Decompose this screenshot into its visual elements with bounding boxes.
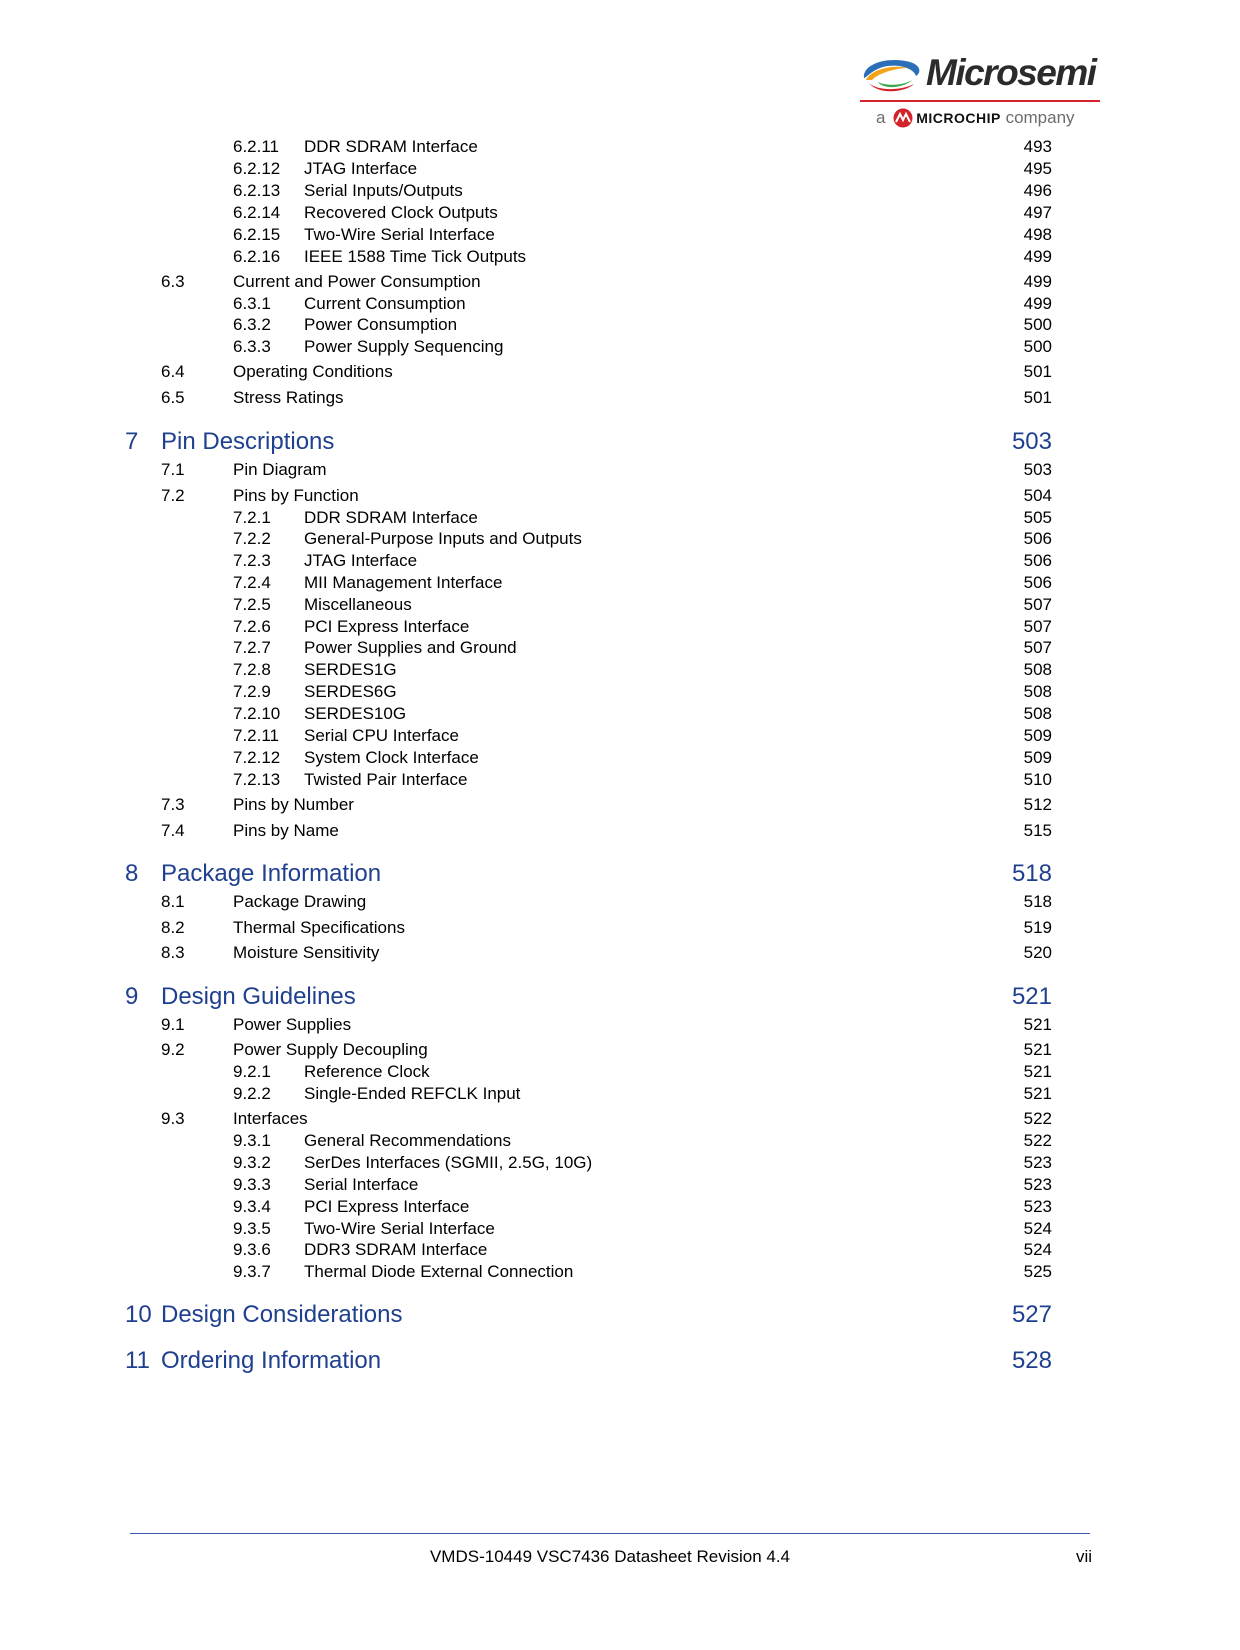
toc-entry[interactable] <box>233 595 1052 617</box>
footer-divider <box>130 1533 1090 1534</box>
toc-entry-number: 8.1 <box>161 892 185 911</box>
toc-entry-page[interactable]: 512 <box>1023 795 1052 814</box>
toc-entry-page[interactable]: 509 <box>1023 726 1052 745</box>
toc-entry-title[interactable]: JTAG Interface <box>304 551 418 570</box>
toc-entry-page[interactable]: 528 <box>1011 1347 1052 1374</box>
toc-entry-page[interactable]: 506 <box>1023 573 1052 592</box>
toc-entry[interactable] <box>233 748 1052 770</box>
toc-entry-number: 6.2.12 <box>233 159 281 178</box>
toc-entry-number: 9.3 <box>161 1109 185 1128</box>
toc-entry-number: 6.3 <box>161 272 185 291</box>
toc-entry-number: 8.3 <box>161 943 185 962</box>
toc-entry[interactable] <box>233 704 1052 726</box>
toc-entry[interactable] <box>161 892 1052 916</box>
toc-entry-title[interactable]: Design Guidelines <box>161 983 356 1010</box>
toc-entry[interactable] <box>233 682 1052 704</box>
toc-entry-page[interactable]: 519 <box>1023 918 1052 937</box>
toc-entry[interactable] <box>233 617 1052 639</box>
toc-entry-title[interactable]: PCI Express Interface <box>304 617 470 636</box>
toc-entry-page[interactable]: 508 <box>1023 704 1052 723</box>
toc-entry-title[interactable]: SerDes Interfaces (SGMII, 2.5G, 10G) <box>304 1153 593 1172</box>
toc-entry-title[interactable]: Two-Wire Serial Interface <box>304 1219 495 1238</box>
toc-entry[interactable] <box>233 529 1052 551</box>
toc-entry-title[interactable]: Stress Ratings <box>233 388 344 407</box>
toc-entry-title[interactable]: Ordering Information <box>161 1347 382 1374</box>
parent-company: MICROCHIP <box>916 110 1001 126</box>
toc-entry-page[interactable]: 499 <box>1023 272 1052 291</box>
toc-entry[interactable] <box>233 1062 1052 1084</box>
toc-entry[interactable] <box>233 1219 1052 1241</box>
toc-entry[interactable] <box>161 1015 1052 1039</box>
toc-entry-title[interactable]: Two-Wire Serial Interface <box>304 225 495 244</box>
toc-entry-page[interactable]: 507 <box>1023 638 1052 657</box>
microsemi-swirl-icon <box>858 52 924 96</box>
toc-entry[interactable] <box>233 1175 1052 1197</box>
toc-entry[interactable] <box>161 821 1052 845</box>
tagline-prefix: a <box>876 108 886 127</box>
toc-entry-title[interactable]: Pin Diagram <box>233 460 327 479</box>
toc-entry-title[interactable]: Package Information <box>161 860 382 887</box>
toc-entry-title[interactable]: Package Drawing <box>233 892 367 911</box>
toc-entry-number: 7.1 <box>161 460 185 479</box>
toc-chapter[interactable] <box>125 428 1052 460</box>
toc-entry-number: 6.2.13 <box>233 181 281 200</box>
footer-page-number: vii <box>1075 1547 1092 1566</box>
microchip-icon <box>893 108 913 128</box>
toc-entry-page[interactable]: 493 <box>1023 137 1052 156</box>
toc-entry-title[interactable]: SERDES10G <box>304 704 407 723</box>
toc-entry-number: 6.3.3 <box>233 337 271 356</box>
toc-entry-number: 8 <box>125 860 139 887</box>
toc-entry-number: 7.4 <box>161 821 185 840</box>
toc-entry-page[interactable]: 521 <box>1023 1084 1052 1103</box>
toc-entry-title[interactable]: Pins by Name <box>233 821 339 840</box>
toc-entry-page[interactable]: 518 <box>1011 860 1052 887</box>
toc-entry-title[interactable]: MII Management Interface <box>304 573 503 592</box>
toc-entry[interactable] <box>161 918 1052 942</box>
toc-entry-page[interactable]: 518 <box>1023 892 1052 911</box>
toc-entry-number: 7.2.7 <box>233 638 271 657</box>
toc-entry-number: 7.2.13 <box>233 770 281 789</box>
toc-entry-number: 9.3.6 <box>233 1240 271 1259</box>
toc-entry-page[interactable]: 521 <box>1023 1062 1052 1081</box>
toc-entry-page[interactable]: 507 <box>1023 595 1052 614</box>
toc-entry-page[interactable]: 521 <box>1011 983 1052 1010</box>
toc-entry-title[interactable]: Serial Inputs/Outputs <box>304 181 463 200</box>
toc-entry-number: 7.2.11 <box>233 726 280 745</box>
toc-chapter[interactable] <box>125 860 1052 892</box>
toc-entry-title[interactable]: Serial Interface <box>304 1175 419 1194</box>
toc-entry-title[interactable]: Power Supply Sequencing <box>304 337 504 356</box>
toc-entry-number: 9.3.7 <box>233 1262 271 1281</box>
toc-entry-page[interactable]: 501 <box>1023 362 1052 381</box>
toc-entry-title[interactable]: Power Consumption <box>304 315 458 334</box>
toc-entry-number: 6.3.2 <box>233 315 271 334</box>
toc-entry-page[interactable]: 497 <box>1023 203 1052 222</box>
toc-entry-title[interactable]: Interfaces <box>233 1109 308 1128</box>
toc-entry-page[interactable]: 521 <box>1023 1015 1052 1034</box>
toc-entry[interactable] <box>161 388 1052 412</box>
toc-entry[interactable] <box>161 1109 1052 1133</box>
toc-entry-number: 9.3.4 <box>233 1197 271 1216</box>
toc-entry-number: 9.2.1 <box>233 1062 271 1081</box>
toc-entry-page[interactable]: 522 <box>1023 1109 1052 1128</box>
toc-entry-page[interactable]: 527 <box>1011 1301 1052 1328</box>
toc-entry-page[interactable]: 507 <box>1023 617 1052 636</box>
toc-entry[interactable] <box>233 551 1052 573</box>
toc-entry[interactable] <box>233 726 1052 748</box>
toc-entry-title[interactable]: General Recommendations <box>304 1131 511 1150</box>
toc-entry-title[interactable]: Power Supply Decoupling <box>233 1040 428 1059</box>
toc-entry-page[interactable]: 524 <box>1023 1240 1052 1259</box>
toc-entry-title[interactable]: Pins by Function <box>233 486 359 505</box>
toc-entry-page[interactable]: 500 <box>1023 337 1052 356</box>
toc-entry-page[interactable]: 524 <box>1023 1219 1052 1238</box>
toc-entry-page[interactable]: 510 <box>1023 770 1052 789</box>
toc-entry-number: 8.2 <box>161 918 185 937</box>
toc-entry[interactable] <box>233 770 1052 792</box>
toc-entry-number: 9.3.5 <box>233 1219 271 1238</box>
toc-entry[interactable] <box>233 1197 1052 1219</box>
toc-entry-title[interactable]: DDR3 SDRAM Interface <box>304 1240 488 1259</box>
toc-entry[interactable] <box>233 638 1052 660</box>
toc-entry-title[interactable]: Design Considerations <box>161 1301 403 1328</box>
toc-entry-page[interactable]: 504 <box>1023 486 1052 505</box>
toc-entry-number: 6.3.1 <box>233 294 271 313</box>
toc-entry-title[interactable]: General-Purpose Inputs and Outputs <box>304 529 582 548</box>
toc-entry-number: 7.2.5 <box>233 595 271 614</box>
toc-entry[interactable] <box>233 203 1052 225</box>
toc-entry[interactable] <box>233 337 1052 359</box>
toc-entry-title[interactable]: Thermal Specifications <box>233 918 405 937</box>
toc-entry-number: 10 <box>125 1301 152 1328</box>
toc-entry-title[interactable]: SERDES1G <box>304 660 397 679</box>
tagline-suffix: company <box>1005 108 1075 127</box>
toc-entry-number: 7.2.10 <box>233 704 281 723</box>
toc-entry-title[interactable]: Pins by Number <box>233 795 354 814</box>
toc-entry[interactable] <box>233 1153 1052 1175</box>
toc-entry-page[interactable]: 501 <box>1023 388 1052 407</box>
toc-entry-number: 9 <box>125 983 139 1010</box>
toc-entry-number: 6.2.16 <box>233 247 281 266</box>
toc-entry[interactable] <box>161 943 1052 967</box>
toc-entry-page[interactable]: 503 <box>1023 460 1052 479</box>
toc-entry-page[interactable]: 508 <box>1023 660 1052 679</box>
toc-entry-title[interactable]: IEEE 1588 Time Tick Outputs <box>304 247 527 266</box>
toc-entry-title[interactable]: Reference Clock <box>304 1062 430 1081</box>
toc-entry[interactable] <box>233 247 1052 269</box>
toc-entry-title[interactable]: Current Consumption <box>304 294 466 313</box>
toc-entry-page[interactable]: 503 <box>1011 428 1052 455</box>
toc-entry-title[interactable]: DDR SDRAM Interface <box>304 508 478 527</box>
toc-entry-title[interactable]: System Clock Interface <box>304 748 479 767</box>
toc-entry-page[interactable]: 523 <box>1023 1175 1052 1194</box>
toc-entry-page[interactable]: 508 <box>1023 682 1052 701</box>
toc-entry[interactable] <box>233 1240 1052 1262</box>
microsemi-logo <box>858 50 1118 135</box>
toc-entry-page[interactable]: 521 <box>1023 1040 1052 1059</box>
toc-entry-page[interactable]: 495 <box>1023 159 1052 178</box>
toc-chapter[interactable] <box>125 1347 1052 1379</box>
toc-entry-number: 7.2.8 <box>233 660 271 679</box>
toc-entry-title[interactable]: Pin Descriptions <box>161 428 335 455</box>
toc-entry-title[interactable]: Power Supplies <box>233 1015 352 1034</box>
toc-entry-number: 6.2.14 <box>233 203 281 222</box>
toc-entry-number: 7.2.6 <box>233 617 271 636</box>
toc-entry-title[interactable]: Moisture Sensitivity <box>233 943 380 962</box>
toc-entry-page[interactable]: 525 <box>1023 1262 1052 1281</box>
toc-entry-number: 9.3.2 <box>233 1153 271 1172</box>
toc-chapter[interactable] <box>125 1301 1052 1333</box>
toc-entry[interactable] <box>233 573 1052 595</box>
footer-document-title: VMDS-10449 VSC7436 Datasheet Revision 4.4 <box>429 1547 791 1566</box>
toc-entry[interactable] <box>233 1262 1052 1284</box>
toc-entry[interactable] <box>233 294 1052 316</box>
toc-entry-number: 6.2.11 <box>233 137 280 156</box>
toc-entry-number: 11 <box>125 1347 150 1374</box>
toc-entry-number: 9.2 <box>161 1040 185 1059</box>
toc-entry-page[interactable]: 499 <box>1023 247 1052 266</box>
toc-entry-page[interactable]: 496 <box>1023 181 1052 200</box>
toc-entry[interactable] <box>233 315 1052 337</box>
toc-entry[interactable] <box>233 181 1052 203</box>
toc-entry[interactable] <box>233 1084 1052 1106</box>
toc-entry[interactable] <box>233 225 1052 247</box>
toc-entry-title[interactable]: Single-Ended REFCLK Input <box>304 1084 521 1103</box>
toc-entry-number: 9.1 <box>161 1015 185 1034</box>
toc-entry-number: 7.2.1 <box>233 508 271 527</box>
toc-chapter[interactable] <box>125 983 1052 1015</box>
brand-tagline <box>876 108 1075 128</box>
toc-entry-number: 7.2 <box>161 486 185 505</box>
brand-name: Microsemi <box>926 52 1096 93</box>
toc-entry-page[interactable]: 522 <box>1023 1131 1052 1150</box>
toc-entry[interactable] <box>233 159 1052 181</box>
toc-entry[interactable] <box>161 362 1052 386</box>
toc-entry-page[interactable]: 523 <box>1023 1153 1052 1172</box>
toc-entry-title[interactable]: Operating Conditions <box>233 362 393 381</box>
toc-entry-page[interactable]: 506 <box>1023 551 1052 570</box>
toc-entry-number: 6.5 <box>161 388 185 407</box>
toc-entry-number: 7 <box>125 428 139 455</box>
toc-entry-title[interactable]: SERDES6G <box>304 682 397 701</box>
toc-entry-title[interactable]: Serial CPU Interface <box>304 726 459 745</box>
toc-entry[interactable] <box>161 272 1052 296</box>
toc-entry[interactable] <box>233 508 1052 530</box>
toc-entry-number: 6.4 <box>161 362 185 381</box>
toc-entry[interactable] <box>161 1040 1052 1064</box>
toc-entry[interactable] <box>161 486 1052 510</box>
toc-entry-number: 7.2.9 <box>233 682 271 701</box>
toc-entry[interactable] <box>233 1131 1052 1153</box>
toc-entry-title[interactable]: DDR SDRAM Interface <box>304 137 478 156</box>
toc-entry-page[interactable]: 506 <box>1023 529 1052 548</box>
toc-entry-title[interactable]: Current and Power Consumption <box>233 272 481 291</box>
toc-entry-number: 9.3.1 <box>233 1131 271 1150</box>
toc-entry-number: 7.2.3 <box>233 551 271 570</box>
toc-entry-number: 7.3 <box>161 795 185 814</box>
toc-entry-page[interactable]: 520 <box>1023 943 1052 962</box>
toc-entry-page[interactable]: 500 <box>1023 315 1052 334</box>
toc-entry[interactable] <box>233 137 1052 159</box>
toc-entry-title[interactable]: Twisted Pair Interface <box>304 770 468 789</box>
toc-entry-page[interactable]: 515 <box>1023 821 1052 840</box>
toc-entry-page[interactable]: 499 <box>1023 294 1052 313</box>
toc-entry-number: 9.3.3 <box>233 1175 271 1194</box>
toc-entry-title[interactable]: JTAG Interface <box>304 159 418 178</box>
toc-entry-number: 9.2.2 <box>233 1084 271 1103</box>
toc-entry[interactable] <box>161 460 1052 484</box>
toc-entry-page[interactable]: 523 <box>1023 1197 1052 1216</box>
toc-entry-number: 7.2.2 <box>233 529 271 548</box>
toc-entry-title[interactable]: Thermal Diode External Connection <box>304 1262 574 1281</box>
toc-entry-title[interactable]: Power Supplies and Ground <box>304 638 517 657</box>
toc-entry-number: 6.2.15 <box>233 225 281 244</box>
logo-divider <box>860 100 1100 102</box>
toc-entry-page[interactable]: 498 <box>1023 225 1052 244</box>
toc-entry-number: 7.2.4 <box>233 573 271 592</box>
toc-entry-title[interactable]: Recovered Clock Outputs <box>304 203 498 222</box>
toc-entry-number: 7.2.12 <box>233 748 281 767</box>
toc-entry[interactable] <box>161 795 1052 819</box>
toc-entry-title[interactable]: Miscellaneous <box>304 595 412 614</box>
toc-entry-title[interactable]: PCI Express Interface <box>304 1197 470 1216</box>
toc-entry-page[interactable]: 509 <box>1023 748 1052 767</box>
toc-entry-page[interactable]: 505 <box>1023 508 1052 527</box>
toc-entry[interactable] <box>233 660 1052 682</box>
